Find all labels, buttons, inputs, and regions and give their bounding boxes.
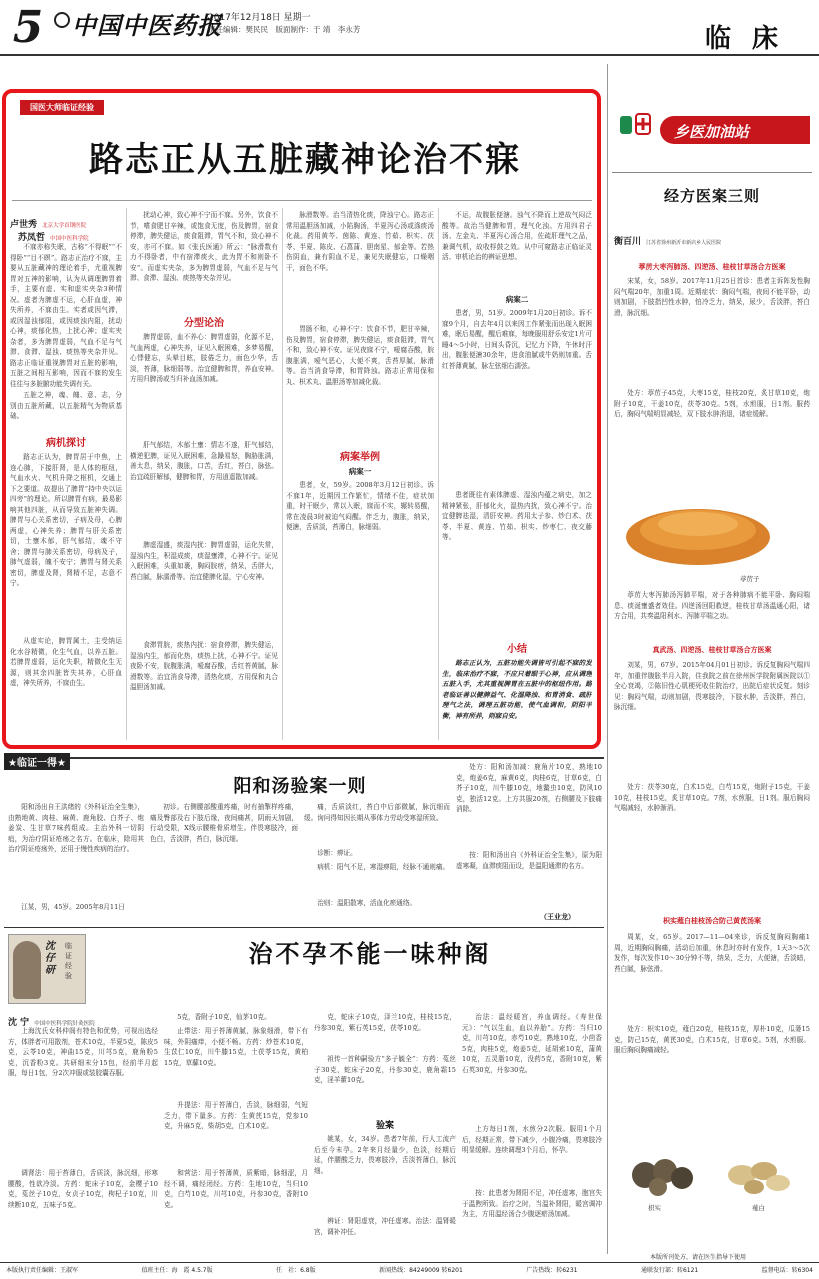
- summary-text: 路志正认为，五脏功能失调皆可引起不寐的发生，临床治疗不寐，不应只着眼于心神，应从调理五脏入手，尤其重视脾胃在五脏中的枢纽作用。路老临证善以健脾益气、化湿降浊、和胃消食、疏肝理气之法，调理五脏功能，使气血调和，阴阳平衡，神有所养，则寐自安。: [442, 659, 592, 720]
- footer-item: 通联发行部：转6121: [640, 1267, 699, 1274]
- zbyy-rule: [4, 927, 604, 928]
- zbyy-title: 治不孕不能一味种阁: [248, 939, 492, 968]
- sidebar-case2-p2: 处方：茯苓30克，白术15克，白芍15克，炮附子15克，干姜10克，桂枝15克，炙甘草10克。7剂，水煎服，日1剂。服后胸闷气喘减轻，水肿渐消。: [614, 783, 810, 812]
- feature-col4-p3: 患者既往有素体脾虚、湿浊内蕴之病史，加之精神紧张，肝郁化火，湿热内扰，致心神不宁。治宜健脾祛湿，清肝安神。药用太子参、炒白术、茯苓、半夏、黄连、竹茹、枳实、炒枣仁、夜交藤等。: [442, 491, 592, 541]
- zbyy-col2-p1: 5克，香附子10克，仙茅10克。: [177, 1013, 271, 1021]
- footer-item: 广告热线：转6231: [526, 1267, 578, 1274]
- masthead-rule: [0, 54, 819, 56]
- sidebar-note: 本版所刊处方，请在医生指导下使用: [650, 1254, 747, 1261]
- feature-col2-p5: 食滞胃脘，痰热内扰：宿食停滞，脾失健运，湿浊内生，郁而化热，痰热上扰，心神不宁。证见夜卧不安，脘腹胀满，嗳腐吞酸，舌红苔黄腻，脉滑数等。治宜消食导滞，清热化痰，方用保和丸合温胆汤加减。: [130, 641, 278, 691]
- footer-item: 新闻热线：84249009 转6201: [379, 1267, 463, 1274]
- zbyy-author-org: 中国中医科学院针灸医院: [34, 1021, 95, 1027]
- author-1-name: 卢世秀: [10, 220, 38, 230]
- feature-col4-p2: 患者，男，51岁。2009年1月20日初诊。诉不寐9个月，自去年4月以来因工作紧张而出现入眠困难，眠后易醒，醒后难寐，每晚服用舒乐安定1片可睡4～5小时，日间头昏沉，记忆力下降，午休时汗出，腹胀便溏30余年，进食油腻或牛奶则加重。舌红苔薄黄腻，脉左弦细右濡弦。: [442, 309, 592, 370]
- feature-col1-p1: 不寐亦称失眠，古称“不得眠”“不得卧”“目不瞑”。路志正治疗不寐，主要从五脏藏神的理论着手，尤重视脾胃对五神的影响，认为从调理脾胃着手，主要有虚、实和虚实夹杂3种情况。虚者为脾虚不运，心肝血虚，神失所养，不寐由生。实者或因气滞，或因湿浊郁阻，或因痰浊内阻，扰动心神，痰郁化热，上扰心神；虚实夹杂者，多为脾胃虚弱，气血不足与气滞、食滞、湿浊、痰热等夹杂并见。路志正临证重视脾胃对五脏的影响，五脏之间相互影响，因而不寐的发生往往与多脏腑功能失调有关。: [10, 243, 122, 387]
- lqyd-col3-diag: 诊断：痹证。: [317, 849, 357, 857]
- zbyy-col3-p4: 辨证：肾阳虚衰，冲任虚寒。治法：温肾暖宫，调补冲任。: [314, 1217, 456, 1236]
- sidebar-author-name: 衡百川: [614, 237, 642, 247]
- lqyd-rule: [4, 757, 604, 759]
- lqyd-col2: 初诊。右侧腰部酸重疼痛，时有抽掣样疼痛，痛及臀部及右下肢后缘，夜间痛甚，阴雨天加剧，行动受限，X线示腰椎骨质增生。伴畏寒肢冷，面色白，舌淡胖，苔白，脉沉细。: [150, 803, 298, 843]
- sidebar-case1-p2: 处方：葶苈子45克，大枣15克，桂枝20克，炙甘草10克，炮附子10克，干姜10克，茯苓30克。5剂，水煎服，日1剂。服药后，胸闷气喘明显减轻，双下肢水肿消退，诸症缓解。: [614, 389, 810, 418]
- case-2-heading: 病案二: [505, 295, 529, 304]
- zbyy-author-name: 沈 宁: [8, 1018, 30, 1028]
- sidebar-case2-p1: 刘某，男，67岁。2015年04月01日初诊。诉反复胸闷气喘四年，加重伴腹胀半月入院，住我院之前在徐州医学院附属医院以①全心衰竭，②陈旧性心肌梗死收住院治疗，出院后症状反复。刻诊见：胸闷气喘，动则加剧，畏寒肢冷，下肢水肿，舌淡胖，苔白，脉沉细。: [614, 661, 810, 711]
- feature-col2-p1: 扰动心神，致心神不宁而不寐。另外，饮食不节，嗜食肥甘辛辣，或饱食无度，伤及脾胃，宿食停滞，脾失健运，痰食阻滞，胃气不和，致心神不安，亦可不寐。如《张氏医通》所云：“脉滑数有力不得卧者，中有宿滞痰火，此为胃不和则卧不安”。而虚实夹杂，多为脾胃虚弱，气血不足与气滞、食滞、湿浊、痰热等夹杂并见。: [130, 211, 278, 282]
- badge-column: 临证经验: [65, 942, 72, 980]
- feature-col2-p3: 肝气郁结，木郁土壅：情志不遂，肝气郁结，横逆犯脾，证见入眠困难，急躁易怒，胸胁胀满，善太息，纳呆，腹胀，口苦，舌红，苔白，脉弦。治宜疏肝解郁，健脾和胃，方用逍遥散加减。: [130, 441, 278, 481]
- lqyd-col3-p3: 治则：温阳散寒，活血化瘀通络。: [317, 899, 417, 907]
- footer-item: 值班主任：海 霞 4.5.7版: [141, 1267, 213, 1274]
- lqyd-col1-p2: 江某，男，45岁。2005年8月11日: [21, 903, 125, 911]
- sidebar-author-org: 江苏省徐州新沂市新店乡人民医院: [646, 240, 722, 246]
- feature-title: 路志正从五脏藏神论治不寐: [89, 140, 521, 180]
- case-heading-3: 枳实薤白桂枝汤合防己黄芪汤案: [663, 916, 761, 925]
- feature-divider: [126, 208, 127, 740]
- zbyy-col4-p2: 上方每日1剂，水煎分2次服。服用1个月后，经期正常，带下减少，小腹冷痛，畏寒肢冷明显缓解。连续调理3个月后，怀孕。: [462, 1125, 602, 1154]
- zbyy-col3-p2: 祖传一首种嗣验方“多子毓全”：方药：菟丝子30克，蛇床子20克，丹参30克，鹿角霜15克，淫羊藿10克。: [314, 1055, 456, 1084]
- case-heading-2: 真武汤、四逆汤、桂枝甘草汤合方医案: [652, 645, 772, 654]
- sidebar-banner: [660, 116, 810, 144]
- zbyy-col3-p3: 姚某，女，34岁。患者7年前，行人工流产后至今未孕。2年来月经量少，色淡，经期后延，伴腰酸乏力，畏寒肢冷，舌淡苔薄白，脉沉细。: [314, 1135, 456, 1175]
- banner-pills-icon: [618, 110, 658, 140]
- feature-col1-p2: 五脏之神，魂、魄、意、志，分别由五脏所藏，以五脏精气为物质基础。: [10, 391, 122, 420]
- author-1-org: 北京大学首钢医院: [42, 223, 87, 229]
- herb-image-xiebai: [712, 1145, 804, 1200]
- badge-name: 沈仔研: [45, 941, 55, 976]
- lqyd-author: （王业龙）: [540, 912, 575, 921]
- zbyy-badge: [8, 934, 86, 1004]
- lqyd-col4-p1: 处方：阳和汤加减：鹿角片10克，熟地10克，炮姜6克，麻黄6克，肉桂6克，甘草6克，白芥子10克，川牛膝10克，地鳖虫10克，防风10克，独活12克。上方共服20剂，右侧腰及下肢痛消除。: [456, 763, 602, 813]
- herb-image-tinglizi: [618, 472, 778, 572]
- herb-label-1: 葶苈子: [740, 575, 760, 583]
- feature-col4-p1: 不运，故腹胀便溏。浊气不降而上逆故气闷泛酸等。故治当健脾和胃，理气化浊。方用四君子汤、左金丸、半夏泻心汤合用，佐疏肝理气之品，兼调气机，故收桴鼓之效。从中可窥路志正临证灵活、审机论治的辨证思想。: [442, 211, 592, 261]
- footer-bar: [0, 1264, 819, 1278]
- sidebar-banner-label: 乡医加油站: [674, 123, 750, 141]
- sidebar-divider: [607, 64, 608, 1254]
- sidebar-case1-p1: 宋某，女，58岁。2017年11月25日首诊：患者主诉阵发性胸闷气喘20年，加重1周。近期症状：胸闷气喘，夜间不能平卧，动则加剧，下肢指凹性水肿，怕冷乏力，纳呆，尿少，舌淡胖，苔白滑，脉沉细。: [614, 277, 810, 317]
- heading-summary: 小结: [507, 644, 527, 655]
- footer-item: 任 社：6.8版: [276, 1267, 316, 1274]
- footer-item: 本版执行责任编辑：王淑军: [6, 1267, 79, 1274]
- lqyd-banner: ★临证一得★: [4, 753, 70, 770]
- feature-col2-p4: 脾虚湿盛，痰湿内扰：脾胃虚弱，运化失常，湿浊内生，积湿成痰，痰湿壅滞，心神不宁。证见入眠困难，头重如裹，胸闷脘痞，纳呆，舌胖大，苔白腻，脉濡滑等。治宜健脾化湿，宁心安神。: [130, 541, 278, 581]
- feature-col3-p1: 脉滑数等。治当清热化痰，降浊宁心。路志正常用温胆汤加减，小陷胸汤，半夏泻心汤或涤痰汤化裁。药用黄芩、茵陈、黄连、竹茹、枳实、茯苓、半夏、陈皮、石菖蒲、胆南星、郁金等。若热伤阴血，兼有阴血不足，兼见失眠健忘，口燥咽干，面色不华。: [286, 211, 434, 272]
- zbyy-col2-p4: 和营法：用于苔薄黄，质紫暗，脉细涩，月经不调，痛经闭经。方药：生地10克，当归10克，白芍10克，川芎10克，丹参30克，香附10克。: [164, 1169, 308, 1209]
- paper-logo-mark: [54, 12, 70, 28]
- feature-divider: [438, 208, 439, 740]
- author-2-name: 苏凤哲: [18, 233, 46, 243]
- zbyy-col2-p2: 止带法：用于苔薄黄腻，脉象细滑，带下有味，外阴瘙痒，小便不畅。方药：炒苍术10克，生苡仁10克，川牛膝15克，土茯苓15克，黄柏15克，草薢10克。: [164, 1027, 308, 1067]
- zbyy-col1-p1: 上海沈氏女科仲阁有特色和优势，可视出选经方，体胖者可用散剂，苍术10克，半夏5克，陈皮5克，云苓10克，神曲15克，川芎5克，鹿角粉5克，沉香粉3克。共研细末分15包，经前半月起服，每日1包，分2次冲服或装胶囊吞服。: [8, 1027, 158, 1077]
- feature-divider: [282, 208, 283, 740]
- heading-cases: 病案举例: [340, 452, 380, 463]
- editors-line: 责任编辑：樊民民 版面制作：于 靖 李永芳: [208, 25, 361, 34]
- zbyy-case-heading: 验案: [375, 1121, 394, 1131]
- herb-image-zhishi: [620, 1145, 710, 1200]
- feature-col2-p2: 脾胃虚弱，血不养心：脾胃虚弱，化源不足，气血两虚，心神失养，证见入眠困难，多梦易醒，心悸健忘，头晕目眩，肢倦乏力，面色少华，舌淡，苔薄，脉细弱等。治宜健脾和胃，养血安神。方用归脾汤或当归补血汤加减。: [130, 333, 278, 383]
- feature-col3-p3: 患者，女，59岁。2008年3月12日初诊。诉不寐1年，近期因工作繁忙，情绪不佳，症状加重，时干眠少，常以入眠，寐而不实，辗转易醒，常在凌晨3时被迫气闷醒。伴乏力，腹胀，纳呆，便溏，舌质淡，苔薄白，脉细弱。: [286, 481, 434, 531]
- feature-col1-p3: 路志正认为，脾胃居于中焦，上连心肺，下接肝肾，是人体的枢纽，气血水火、气机升降之枢机，交通上下之要道。故提出了脾胃“持中央以运四旁”的理论。所以脾胃有病，最易影响其他四脏，从而导致五脏神失调。脾胃与心关系密切，子病及母，心脾两虚，心神失养；脾胃与肝关系密切，土壅木郁，肝气郁结，魂不守舍；脾胃与肺关系密切，母病及子，肺气虚弱，魄不安宁；脾胃与肾关系密切，脾虚及肾，肾精不足，志意不宁。: [10, 453, 122, 587]
- lqyd-title: 阳和汤验案一则: [233, 776, 367, 797]
- zbyy-col2-p3: 升提法：用于苔薄白，舌淡，脉细弱，气短乏力，带下量多。方药：生黄芪15克，党参10克，升麻5克，柴胡5克，白术10克。: [164, 1101, 308, 1130]
- page-number: 5: [12, 2, 44, 53]
- herb-label-3: 薤白: [752, 1204, 765, 1212]
- sidebar-case1-p3: 葶苈大枣泻肺汤泻肺平喘，对于各种肺病不能平卧、胸闷喘息、痰涎壅盛者效佳。四逆汤回阳救逆，桂枝甘草汤温通心阳，诸方合用，共奏温阳利水、泻肺平喘之功。: [614, 591, 810, 620]
- footer-item: 监督电话：转6304: [761, 1267, 813, 1274]
- zbyy-col3-p1: 克，蛇床子10克，泽兰10克，桂枝15克，丹参30克，紫石英15克，茯苓10克。: [314, 1013, 456, 1032]
- section-name: 临 床: [705, 24, 785, 54]
- zbyy-col1-p2: 调肾法：用于苔薄白，舌质淡，脉沉细，形寒腰酸，性欲冷淡。方药：蛇床子10克，金樱子10克，菟丝子10克，女贞子10克，枸杞子10克，川续断10克，五味子5克。: [8, 1169, 158, 1209]
- case-1-heading: 病案一: [348, 467, 372, 476]
- issue-date: 2017年12月18日 星期一: [208, 13, 311, 23]
- case-heading-1: 葶苈大枣泻肺汤、四逆汤、桂枝甘草汤合方医案: [638, 262, 786, 271]
- heading-types: 分型论治: [184, 318, 224, 329]
- sidebar-case3-p1: 周某，女，65岁。2017—11—04来诊，诉反复胸闷胸痛1周，近期胸闷胸痛，活动后加重，休息时亦时有发作，1天3～5次发作，每次发作10～30分钟不等，纳呆，乏力，大便溏，舌淡暗，苔白腻，脉弦滑。: [614, 933, 810, 973]
- feature-col1-p4: 从虚实论，脾胃属土，主受纳运化水谷精微，化生气血，以养五脏。若脾胃虚弱，运化失职，精微化生无源，则其余四脏皆失其养，心肝血虚，神失所养，不寐由生。: [10, 637, 122, 687]
- sidebar-title: 经方医案三则: [663, 187, 760, 205]
- lqyd-col4-p2: 按：阳和汤出自《外科证治全生集》，原为阳虚寒凝，血滞痰阻而设，是温阳通滞的名方。: [456, 851, 602, 870]
- heading-pathogenesis: 病机探讨: [46, 438, 86, 449]
- author-2-org: 中国中医科学院: [50, 236, 89, 242]
- feature-col3-p2: 胃肠不和，心神不宁：饮食不节，肥甘辛辣，伤及脾胃，宿食停滞，脾失健运，痰食阻滞，胃气不和，致心神不安。证见夜寐不宁，嗳腐吞酸，脘腹胀满，嗳气恶心，大便不爽，舌苔厚腻，脉滑等。治当消食导滞，和胃降浊。路志正常用保和丸、枳术丸、温胆汤等加减化裁。: [286, 325, 434, 386]
- masthead: [0, 0, 819, 58]
- sidebar-title-rule: [612, 172, 812, 173]
- feature-title-rule: [12, 200, 592, 201]
- zbyy-col4-p1: 治法：温经暖宫，养血调经。《寿世保元》：“气以生血，血以养胎”。方药：当归10克，川芎10克，赤芍10克，熟地10克，小茴香5克，肉桂5克，炮姜5克，延胡索10克，蒲黄10克，五灵脂10克，没药5克，香附10克，紫石英30克，丹参30克。: [462, 1013, 602, 1074]
- sidebar-case3-p2: 处方：枳实10克，薤白20克，桂枝15克，厚朴10克，瓜蒌15克，防己15克，黄芪30克，白术15克，甘草6克。5剂，水煎服。服后胸闷胸痛减轻。: [614, 1025, 810, 1054]
- herb-label-2: 枳实: [648, 1204, 661, 1212]
- sidebar-author: [614, 229, 812, 248]
- lqyd-col1-p1: 阳和汤出自王洪绪的《外科证治全生集》，由熟地黄、肉桂、麻黄、鹿角胶、白芥子、炮姜炭、生甘草7味药组成。主治外科一切阴疽，为治疗阴证疮疡之名方。在临床，除用其治疗阴证疮疡外，还用于慢性疾病的治疗。: [8, 803, 144, 853]
- lqyd-col3-p1: 痛，舌质淡红，苔白中后部微腻，脉沉细而缓。询问得知因长期从事体力劳动受寒湿所致。: [304, 803, 450, 822]
- footer-rule: [0, 1262, 819, 1263]
- paper-name: 中国中医药报: [72, 11, 222, 40]
- lqyd-col3-p2: 病机：阳气不足，寒湿痹阻，经脉不通则痛。: [317, 863, 450, 871]
- column-tag: 国医大师临证经验: [20, 100, 104, 115]
- author-portrait: [13, 941, 41, 999]
- zbyy-col4-p3: 按：此患者为肾阳不足，冲任虚寒，胞宫失于温煦所致。治疗之时，当温补肾阳，暖宫调冲为主，方用温经汤合少腹逐瘀汤加减。: [462, 1189, 602, 1218]
